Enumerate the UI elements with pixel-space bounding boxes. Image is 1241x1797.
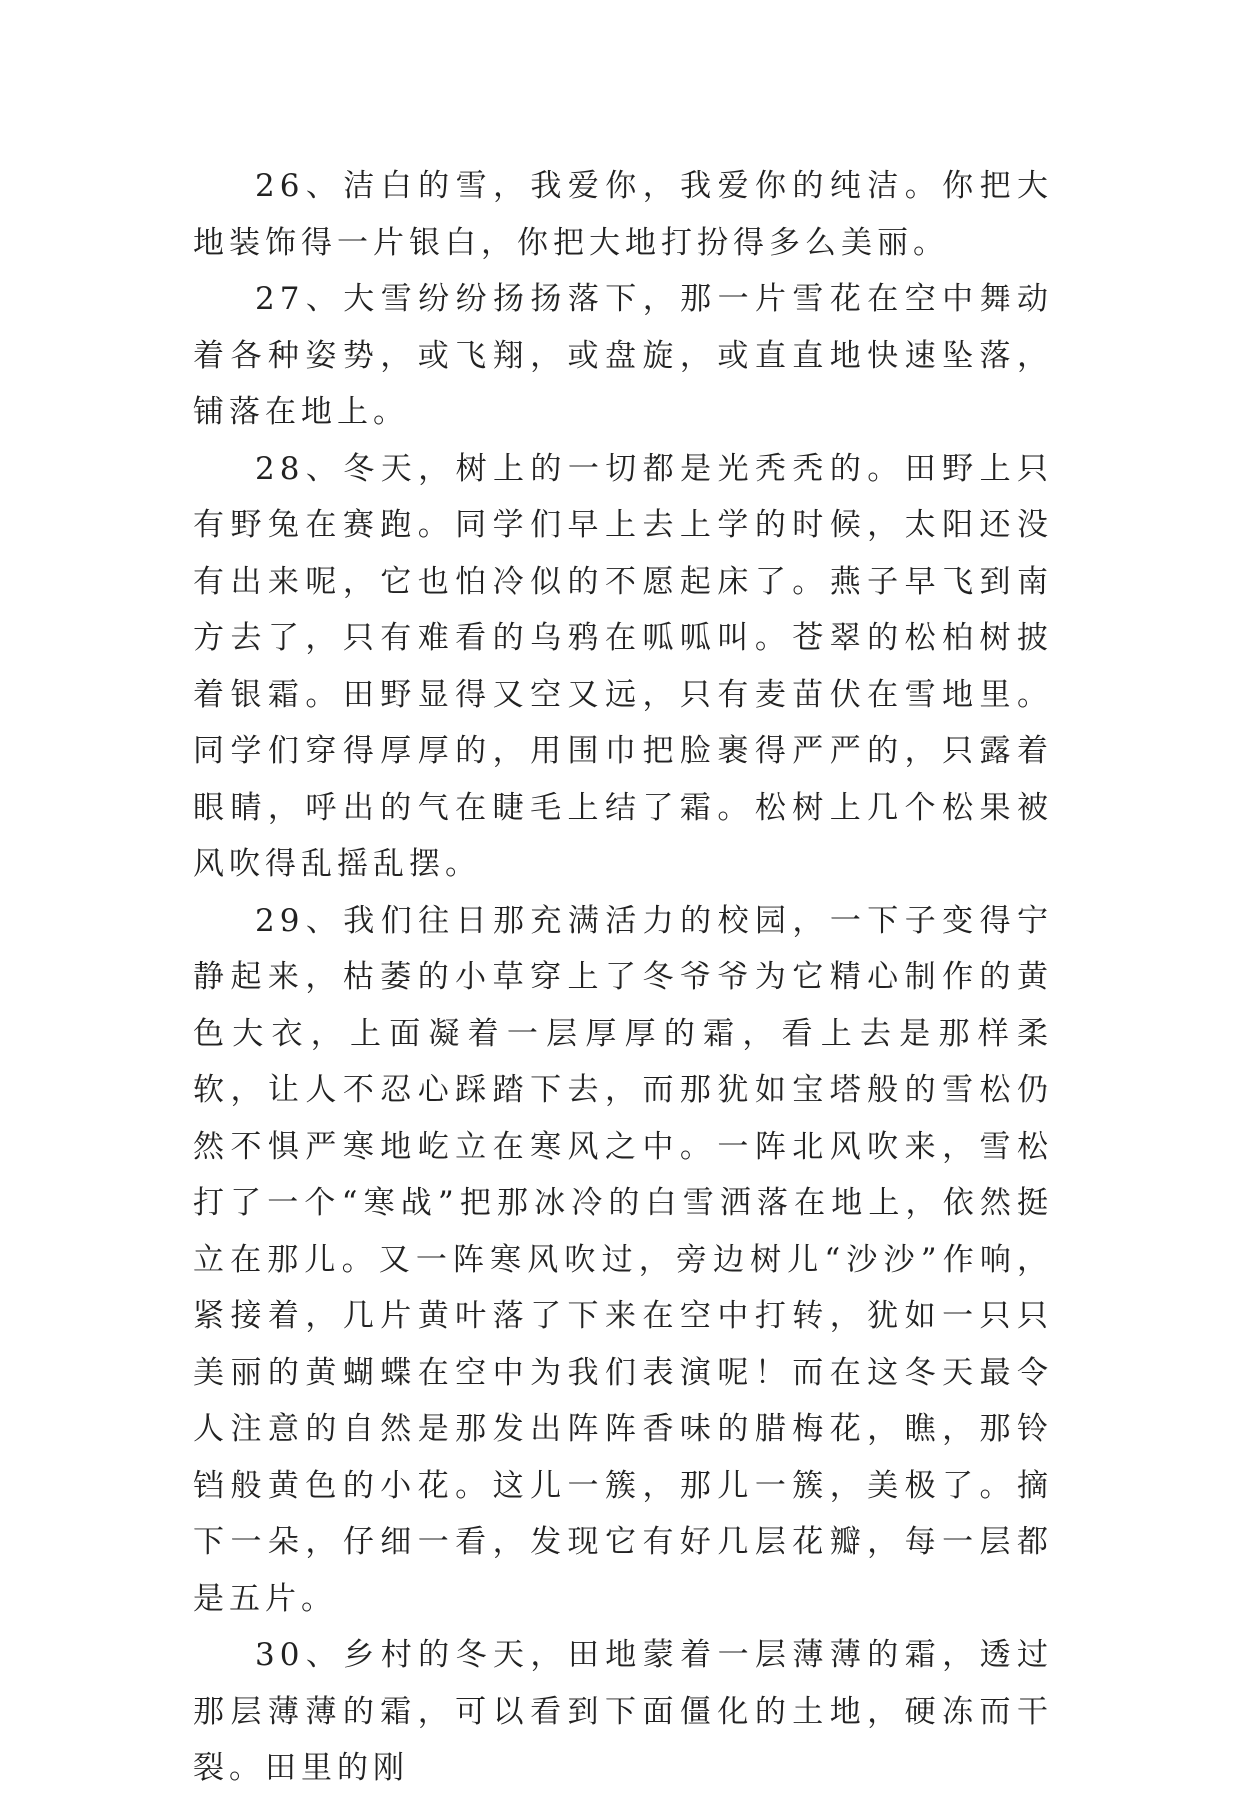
paragraph-26: 26、洁白的雪，我爱你，我爱你的纯洁。你把大地装饰得一片银白，你把大地打扮得多么美丽。 (193, 168, 1053, 261)
paragraph-29: 29、我们往日那充满活力的校园，一下子变得宁静起来，枯萎的小草穿上了冬爷爷为它精心制作的黄色大衣，上面凝着一层厚厚的霜，看上去是那样柔软，让人不忍心踩踏下去，而那犹如宝塔般的雪松仍然不惧严寒地屹立在寒风之中。一阵北风吹来，雪松打了一个“寒战”把那冰冷的白雪洒落在地上，依然挺立在那儿。又一阵寒风吹过，旁边树儿“沙沙”作响，紧接着，几片黄叶落了下来在空中打转，犹如一只只美丽的黄蝴蝶在空中为我们表演呢！而在这冬天最令人注意的自然是那发出阵阵香味的腊梅花，瞧，那铃铛般黄色的小花。这儿一簇，那儿一簇，美极了。摘下一朵，仔细一看，发现它有好几层花瓣，每一层都是五片。 (193, 902, 1053, 1617)
paragraph-28: 28、冬天，树上的一切都是光秃秃的。田野上只有野兔在赛跑。同学们早上去上学的时候，太阳还没有出来呢，它也怕冷似的不愿起床了。燕子早飞到南方去了，只有难看的乌鸦在呱呱叫。苍翠的松柏树披着银霜。田野显得又空又远，只有麦苗伏在雪地里。同学们穿得厚厚的，用围巾把脸裹得严严的，只露着眼睛，呼出的气在睫毛上结了霜。松树上几个松果被风吹得乱摇乱摆。 (193, 450, 1053, 882)
paragraph-30: 30、乡村的冬天，田地蒙着一层薄薄的霜，透过那层薄薄的霜，可以看到下面僵化的土地，硬冻而干裂。田里的刚 (193, 1637, 1053, 1786)
paragraph-27: 27、大雪纷纷扬扬落下，那一片雪花在空中舞动着各种姿势，或飞翔，或盘旋，或直直地快速坠落，铺落在地上。 (193, 281, 1053, 430)
document-body (193, 158, 1053, 1797)
